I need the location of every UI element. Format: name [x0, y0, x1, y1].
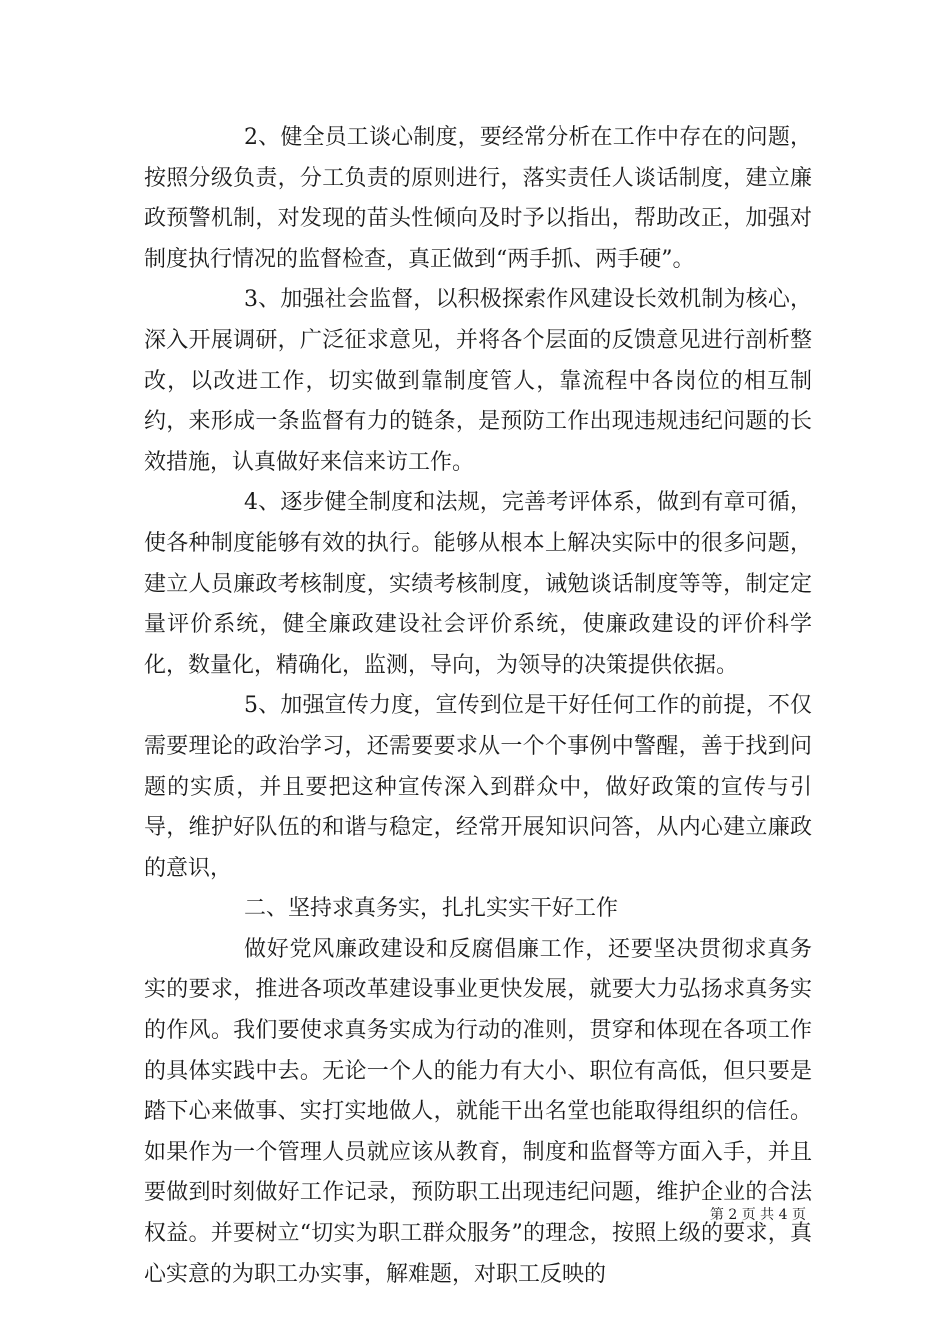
page-number: 第 2 页 共 4 页	[709, 1207, 806, 1223]
paragraph-item-5: 5、加强宣传力度，宣传到位是干好任何工作的前提，不仅需要理论的政治学习，还需要要求从一个个事例中警醒，善于找到问题的实质，并且要把这种宣传深入到群众中，做好政策的宣传与引导，维护好队伍的和谐与稳定，经常开展知识问答，从内心建立廉政的意识，	[144, 693, 812, 881]
paragraph-item-2: 2、健全员工谈心制度，要经常分析在工作中存在的问题，按照分级负责，分工负责的原则进行，落实责任人谈话制度，建立廉政预警机制，对发现的苗头性倾向及时予以指出，帮助改正，加强对制度执行情况的监督检查，真正做到“两手抓、两手硬”。	[144, 125, 812, 272]
document-body	[144, 118, 812, 1295]
paragraph-item-3: 3、加强社会监督，以积极探索作风建设长效机制为核心，深入开展调研，广泛征求意见，并将各个层面的反馈意见进行剖析整改，以改进工作，切实做到靠制度管人，靠流程中各岗位的相互制约，来形成一条监督有力的链条，是预防工作出现违规违纪问题的长效措施，认真做好来信来访工作。	[144, 287, 812, 475]
section-paragraph: 做好党风廉政建设和反腐倡廉工作，还要坚决贯彻求真务实的要求，推进各项改革建设事业更快发展，就要大力弘扬求真务实的作风。我们要使求真务实成为行动的准则，贯穿和体现在各项工作的具体实践中去。无论一个人的能力有大小、职位有高低，但只要是踏下心来做事、实打实地做人，就能干出名堂也能取得组织的信任。如果作为一个管理人员就应该从教育，制度和监督等方面入手，并且要做到时刻做好工作记录，预防职工出现违纪问题，维护企业的合法权益。并要树立“切实为职工群众服务”的理念，按照上级的要求，真心实意的为职工办实事，解难题，对职工反映的	[144, 936, 812, 1287]
paragraph-item-4: 4、逐步健全制度和法规，完善考评体系，做到有章可循，使各种制度能够有效的执行。能够从根本上解决实际中的很多问题，建立人员廉政考核制度，实绩考核制度，诫勉谈话制度等等，制定定量评价系统，健全廉政建设社会评价系统，使廉政建设的评价科学化，数量化，精确化，监测，导向，为领导的决策提供依据。	[144, 490, 812, 678]
section-heading: 二、坚持求真务实，扎扎实实干好工作	[244, 896, 619, 922]
